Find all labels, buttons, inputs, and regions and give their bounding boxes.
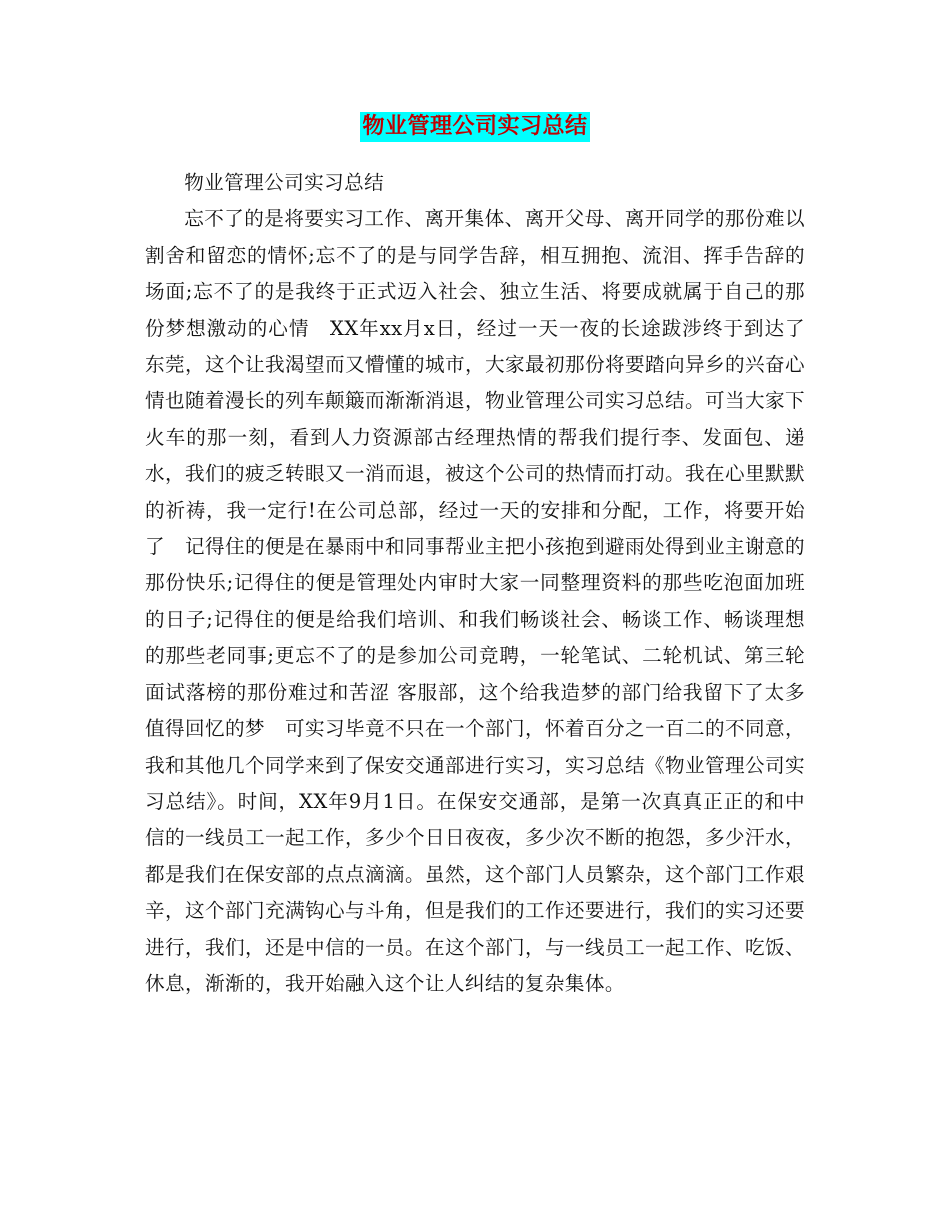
title-container <box>0 112 950 142</box>
paragraph-subtitle: 物业管理公司实习总结 <box>184 171 385 194</box>
document-title: 物业管理公司实习总结 <box>360 112 589 142</box>
document-body <box>145 165 805 1002</box>
paragraph-main: 忘不了的是将要实习工作、离开集体、离开父母、离开同学的那份难以割舍和留恋的情怀;忘不了的是与同学告辞，相互拥抱、流泪、挥手告辞的场面;忘不了的是我终于正式迈入社会、独立生活、将要成就属于自己的那份梦想激动的心情 XX年xx月x日，经过一天一夜的长途跋涉终于到达了东莞，这个让我渴望而又懵懂的城市，大家最初那份将要踏向异乡的兴奋心情也随着漫长的列车颠簸而渐渐消退，物业管理公司实习总结。可当大家下火车的那一刻，看到人力资源部古经理热情的帮我们提行李、发面包、递水，我们的疲乏转眼又一消而退，被这个公司的热情而打动。我在心里默默的祈祷，我一定行!在公司总部，经过一天的安排和分配，工作，将要开始了 记得住的便是在暴雨中和同事帮业主把小孩抱到避雨处得到业主谢意的那份快乐;记得住的便是管理处内审时大家一同整理资料的那些吃泡面加班的日子;记得住的便是给我们培训、和我们畅谈社会、畅谈工作、畅谈理想的那些老同事;更忘不了的是参加公司竞聘，一轮笔试、二轮机试、第三轮面试落榜的那份难过和苦涩 客服部，这个给我造梦的部门给我留下了太多值得回忆的梦 可实习毕竟不只在一个部门，怀着百分之一百二的不同意，我和其他几个同学来到了保安交通部进行实习，实习总结《物业管理公司实习总结》。时间，XX年9月1日。在保安交通部，是第一次真真正正的和中信的一线员工一起工作，多少个日日夜夜，多少次不断的抱怨，多少汗水，都是我们在保安部的点点滴滴。虽然，这个部门人员繁杂，这个部门工作艰辛，这个部门充满钩心与斗角，但是我们的工作还要进行，我们的实习还要进行，我们，还是中信的一员。在这个部门，与一线员工一起工作、吃饭、休息，渐渐的，我开始融入这个让人纠结的复杂集体。 <box>145 207 805 995</box>
